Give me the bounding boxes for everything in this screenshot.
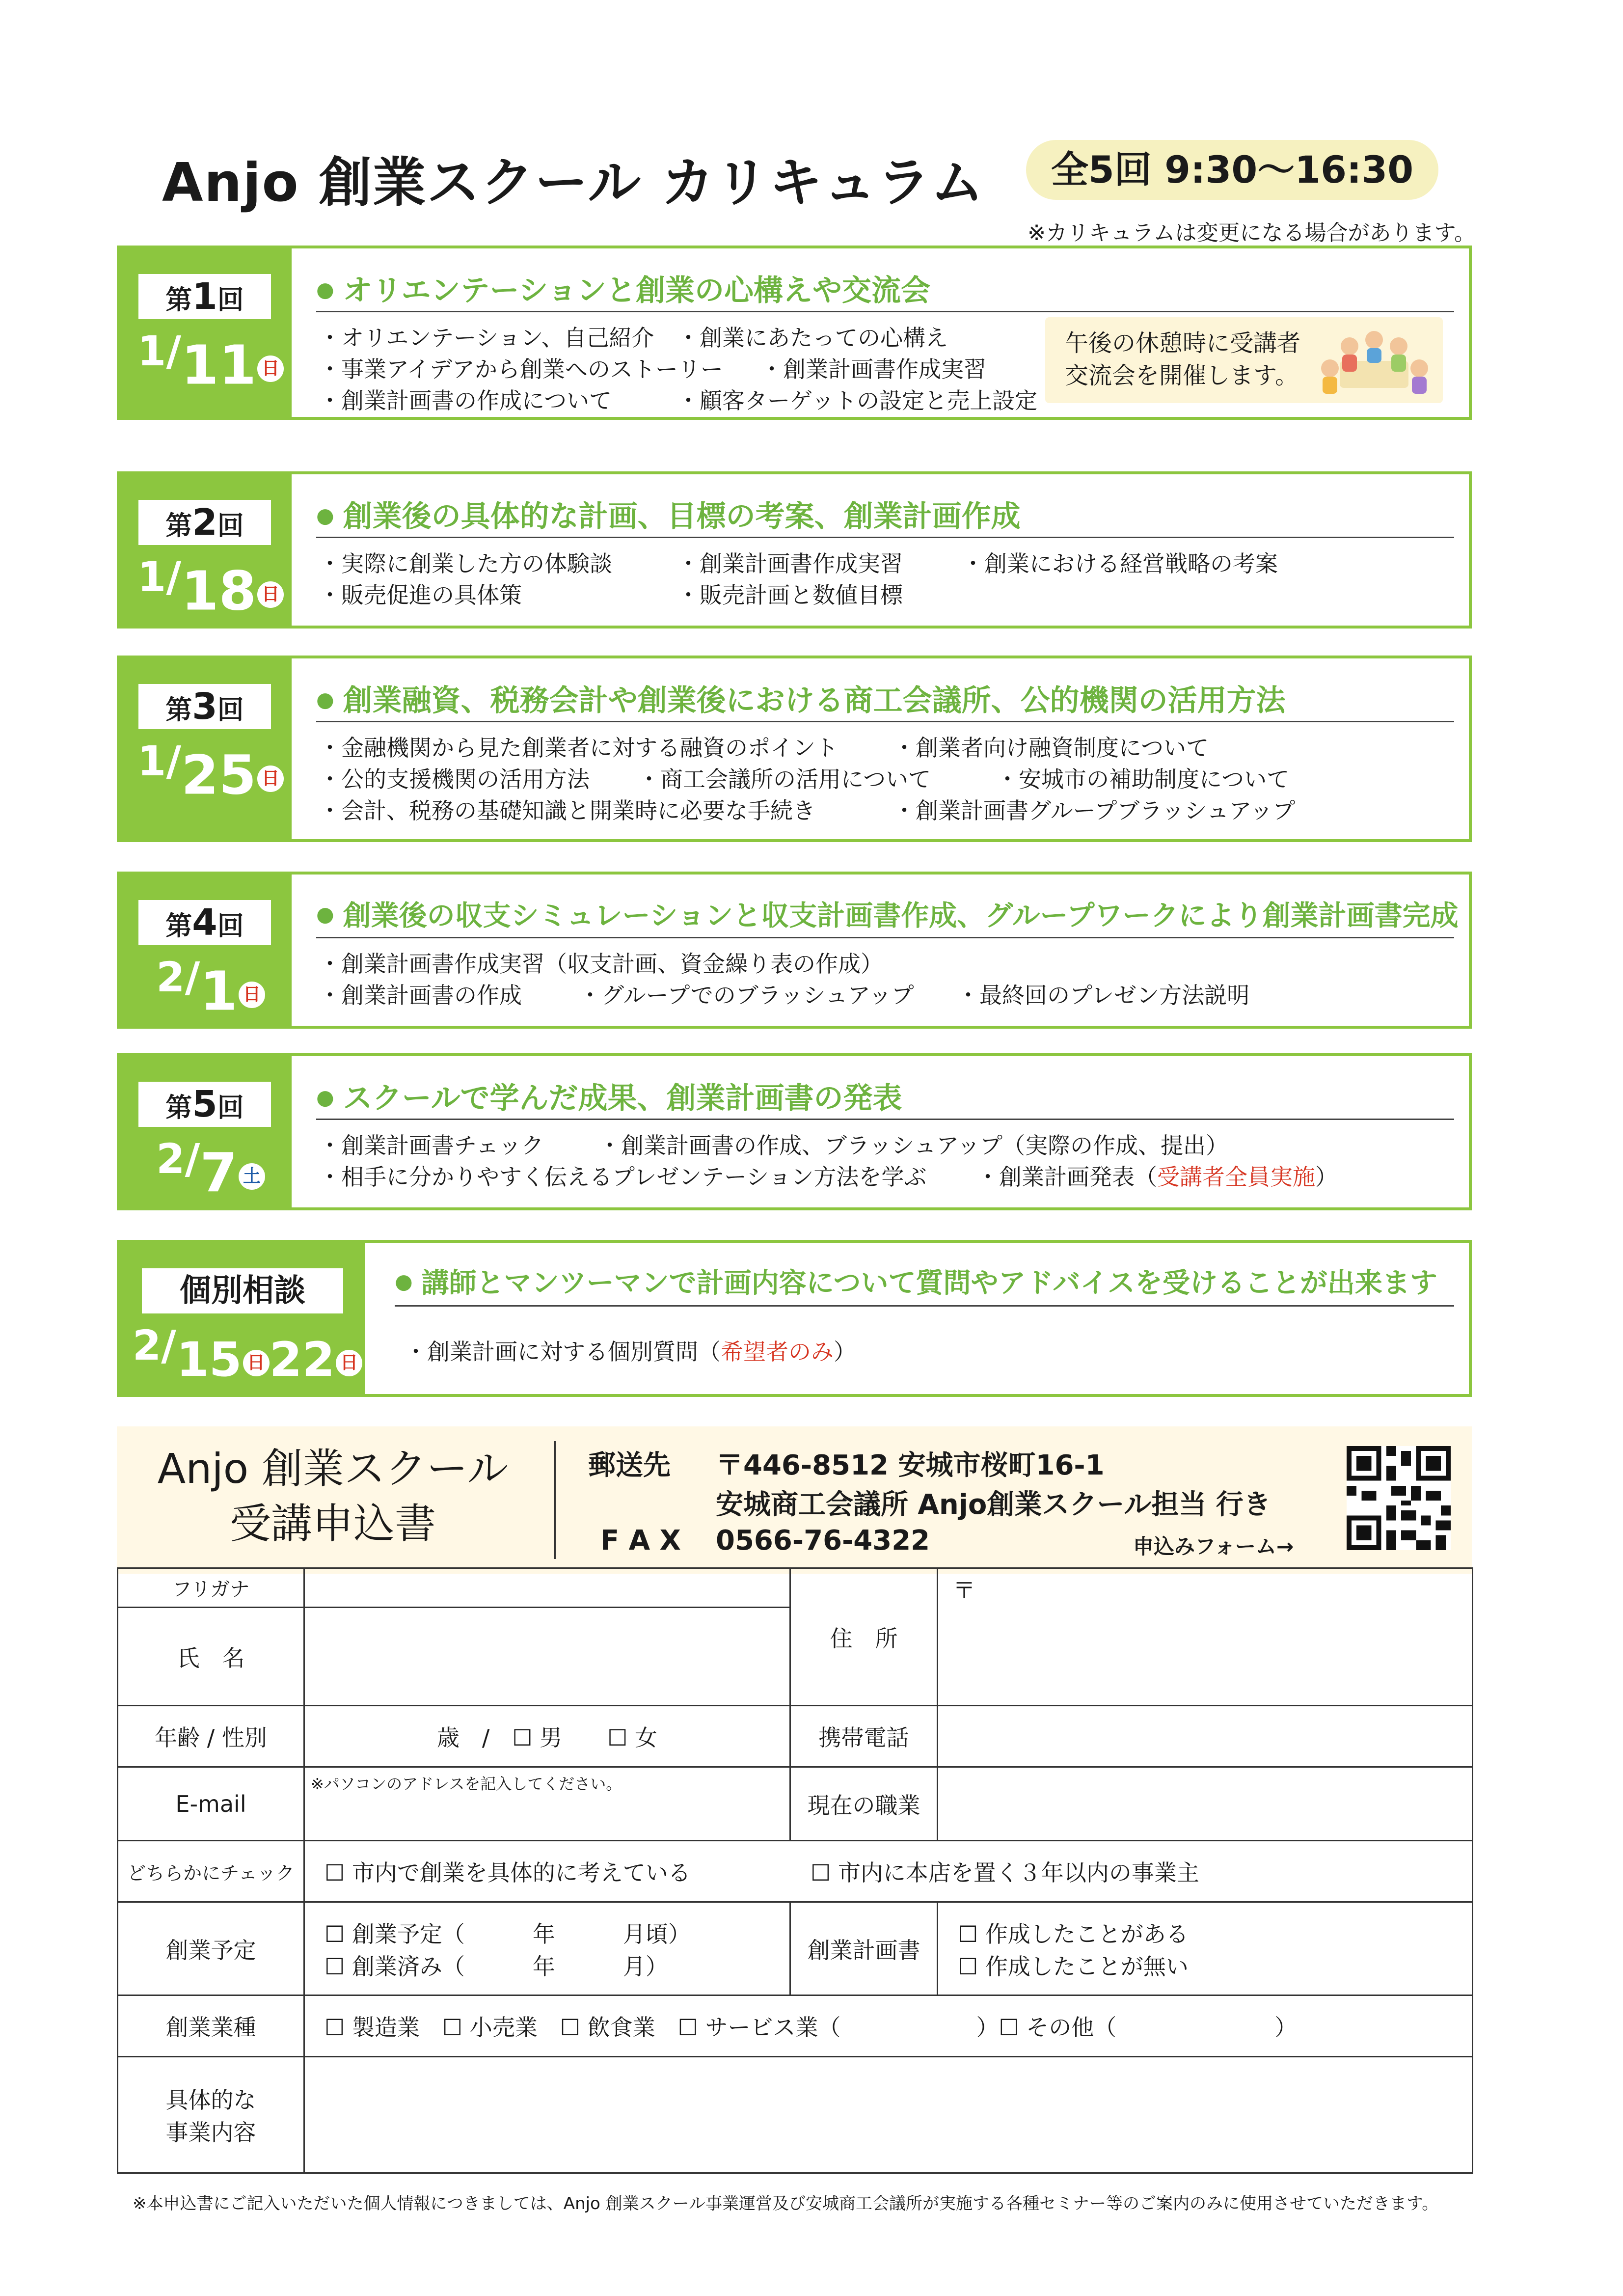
session-item: ・創業計画書作成実習 (760, 356, 986, 383)
age-gender-label: 年齢 / 性別 (118, 1706, 304, 1767)
session-item: ・創業計画書作成実習 (677, 550, 903, 577)
email-note: ※パソコンのアドレスを記入してください。 (311, 1775, 622, 1793)
consultation-label: 個別相談 (142, 1268, 343, 1313)
mail-recipient: 安城商工会議所 Anjo創業スクール担当 行き (716, 1489, 1271, 1521)
session-2-heading: ● 創業後の具体的な計画、目標の考案、創業計画作成 (316, 493, 1454, 538)
mail-label: 郵送先 (588, 1449, 671, 1481)
session-1-label: 第1回 (138, 274, 271, 319)
session-item: ・相手に分かりやすく伝えるプレゼンテーション方法を学ぶ (319, 1164, 927, 1190)
business-detail-label: 具体的な 事業内容 (118, 2057, 304, 2173)
session-item: ・創業計画書グループブラッシュアップ (893, 797, 1296, 824)
name-label: 氏 名 (118, 1608, 304, 1706)
session-5-label: 第5回 (138, 1082, 271, 1127)
required-note: 受講者全員実施 (1157, 1164, 1315, 1190)
schedule-badge: 全5回 9:30〜16:30 (1026, 140, 1438, 200)
email-label: E-mail (118, 1767, 304, 1841)
mobile-label: 携帯電話 (790, 1706, 938, 1767)
session-5 (117, 1053, 1472, 1210)
change-note: ※カリキュラムは変更になる場合があります。 (1028, 220, 1476, 246)
fax-label: F A X (600, 1525, 681, 1557)
form-link[interactable]: 申込みフォーム→ (1133, 1534, 1294, 1558)
business-detail-input[interactable] (304, 2057, 1473, 2173)
day-badge: 日 (257, 355, 284, 382)
day-badge: 日 (243, 1350, 270, 1376)
session-2 (117, 471, 1472, 629)
bizplan-option-no[interactable]: ☐ 作成したことが無い (958, 1953, 1189, 1980)
fax-number: 0566-76-4322 (716, 1525, 930, 1557)
bizplan-options (938, 1902, 1473, 1995)
session-4-label: 第4回 (138, 900, 271, 945)
session-item: ・創業計画書作成実習（収支計画、資金繰り表の作成） (319, 951, 883, 977)
page-title: Anjo 創業スクール カリキュラム (162, 152, 985, 214)
session-item: ・創業計画発表（受講者全員実施） (976, 1161, 1338, 1193)
session-item: ・実際に創業した方の体験談 (319, 550, 612, 577)
session-4-sidebar (120, 875, 292, 1026)
mobile-input[interactable] (938, 1706, 1473, 1767)
session-item: ・創業計画書の作成、ブラッシュアップ（実際の作成、提出） (598, 1132, 1228, 1159)
session-3-sidebar (120, 658, 292, 839)
session-item: ・最終回のプレゼン方法説明 (957, 982, 1250, 1009)
session-item: ・販売促進の具体策 (319, 582, 522, 608)
session-2-label: 第2回 (138, 500, 271, 545)
consultation-dates: 2/15 日22 日 (130, 1321, 365, 1387)
session-2-items (319, 548, 1278, 611)
divider (554, 1441, 556, 1559)
session-5-heading: ● スクールで学んだ成果、創業計画書の発表 (316, 1075, 1454, 1120)
day-badge: 日 (257, 765, 284, 792)
session-item: ・安城市の補助制度について (996, 766, 1290, 793)
session-item: ・顧客ターゲットの設定と売上設定 (677, 387, 1038, 414)
furigana-input[interactable] (304, 1568, 790, 1608)
session-item: ・会計、税務の基礎知識と開業時に必要な手続き (319, 797, 815, 824)
session-1-date: $^{1/}$11 日 (130, 327, 292, 397)
session-2-sidebar (120, 474, 292, 626)
session-1-heading: ● オリエンテーションと創業の心構えや交流会 (316, 267, 1454, 312)
day-badge: 日 (239, 982, 265, 1008)
email-input[interactable] (304, 1767, 790, 1841)
privacy-note: ※本申込書にご記入いただいた個人情報につきましては、Anjo 創業スクール事業運営及び安城商工会議所が実施する各種セミナー等のご案内のみに使用させていただきます。 (133, 2194, 1439, 2214)
postal-mark: 〒 (953, 1577, 975, 1604)
application-title: Anjo 創業スクール 受講申込書 (157, 1445, 509, 1548)
plan-option-started[interactable]: ☐ 創業済み（ 年 月） (325, 1953, 668, 1980)
application-form (117, 1567, 1473, 2174)
session-4-items (319, 948, 1249, 1011)
session-4-date: $^{2/}$1 日 (130, 953, 292, 1023)
name-input[interactable] (304, 1608, 790, 1706)
plan-option-planned[interactable]: ☐ 創業予定（ 年 月頃） (325, 1920, 691, 1947)
day-badge: 日 (257, 581, 284, 608)
check-label: どちらかにチェック (118, 1841, 304, 1902)
session-item: ・創業計画書チェック (319, 1132, 544, 1159)
session-3-heading: ● 創業融資、税務会計や創業後における商工会議所、公的機関の活用方法 (316, 677, 1454, 722)
session-item: ・創業者向け融資制度について (893, 735, 1209, 761)
optional-note: 希望者のみ (721, 1339, 834, 1365)
session-4 (117, 872, 1472, 1029)
check-options (304, 1841, 1473, 1902)
meeting-illustration (1315, 324, 1433, 398)
session-item: ・グループでのブラッシュアップ (579, 982, 914, 1009)
session-3-label: 第3回 (138, 684, 271, 729)
session-5-date: $^{2/}$7 土 (130, 1135, 292, 1204)
qr-code[interactable] (1347, 1446, 1451, 1550)
exchange-note (1045, 317, 1443, 403)
session-1-items (319, 322, 1037, 416)
plan-options (304, 1902, 790, 1995)
session-item: ・創業計画書の作成について (319, 387, 612, 414)
address-input[interactable] (938, 1568, 1473, 1706)
session-5-sidebar (120, 1056, 292, 1207)
session-2-date: $^{1/}$18 日 (130, 553, 292, 623)
occupation-label: 現在の職業 (790, 1767, 938, 1841)
consultation-section (117, 1240, 1472, 1397)
session-item: ・創業にあたっての心構え (677, 325, 948, 351)
session-item: ・販売計画と数値目標 (677, 582, 903, 608)
exchange-note-text: 午後の休憩時に受講者 交流会を開催します。 (1065, 329, 1301, 389)
check-option-owner[interactable]: ☐ 市内に本店を置く３年以内の事業主 (811, 1859, 1199, 1886)
session-item: ・事業アイデアから創業へのストーリー (319, 356, 723, 383)
session-3-date: $^{1/}$25 日 (130, 737, 292, 807)
session-3 (117, 656, 1472, 842)
session-item: ・創業計画書の作成 (319, 982, 522, 1009)
day-badge: 日 (336, 1350, 362, 1376)
industry-options[interactable]: ☐ 製造業 ☐ 小売業 ☐ 飲食業 ☐ サービス業（ ）☐ その他（ ） (304, 1995, 1473, 2057)
consultation-items: ・創業計画に対する個別質問（希望者のみ） (405, 1336, 856, 1367)
bizplan-option-yes[interactable]: ☐ 作成したことがある (958, 1920, 1189, 1947)
consultation-sidebar (120, 1243, 365, 1394)
session-item: ・公的支援機関の活用方法 (319, 766, 590, 793)
consultation-heading: ● 講師とマンツーマンで計画内容について質問やアドバイスを受けることが出来ます (395, 1261, 1454, 1307)
address-label: 住 所 (790, 1568, 938, 1706)
session-item: ・オリエンテーション、自己紹介 (319, 325, 654, 351)
age-gender-input[interactable]: 歳 / ☐ 男 ☐ 女 (304, 1706, 790, 1767)
mail-address: 〒446-8512 安城市桜町16-1 (716, 1449, 1105, 1481)
session-1 (117, 246, 1472, 420)
session-3-items (319, 732, 1295, 826)
session-1-sidebar (120, 248, 292, 417)
furigana-label: フリガナ (118, 1568, 304, 1608)
session-4-heading: ● 創業後の収支シミュレーションと収支計画書作成、グループワークにより創業計画書完成 (316, 893, 1454, 938)
bizplan-label: 創業計画書 (790, 1902, 938, 1995)
day-badge: 土 (239, 1163, 265, 1190)
session-item: ・商工会議所の活用について (638, 766, 931, 793)
plan-label: 創業予定 (118, 1902, 304, 1995)
session-5-items (319, 1130, 1338, 1193)
application-header (117, 1426, 1472, 1574)
industry-label: 創業業種 (118, 1995, 304, 2057)
check-option-plan[interactable]: ☐ 市内で創業を具体的に考えている (325, 1859, 691, 1886)
session-item: ・創業における経営戦略の考案 (962, 550, 1278, 577)
occupation-input[interactable] (938, 1767, 1473, 1841)
session-item: ・金融機関から見た創業者に対する融資のポイント (319, 735, 838, 761)
